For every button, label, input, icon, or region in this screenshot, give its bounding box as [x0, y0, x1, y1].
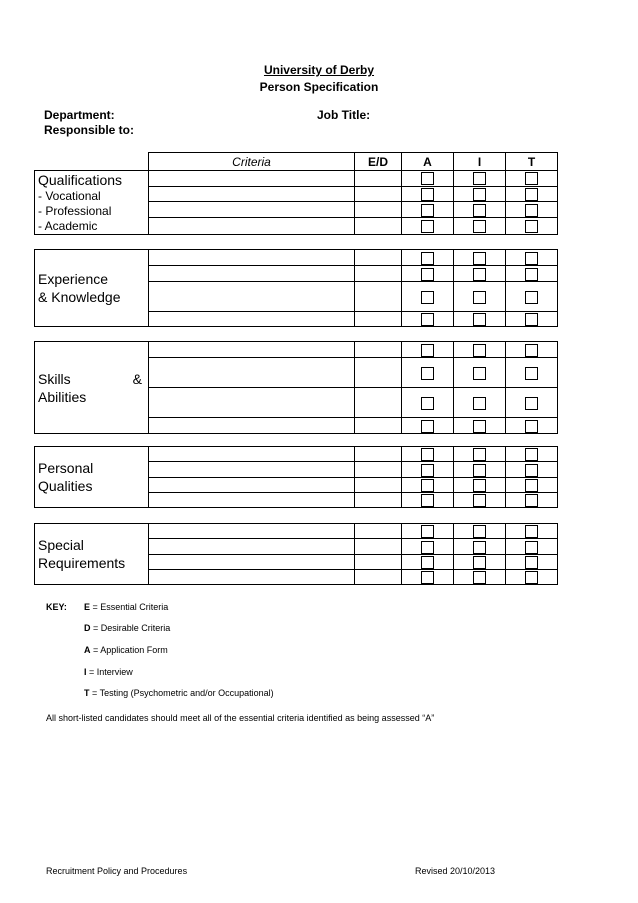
- skills-title: Skills: [38, 370, 71, 387]
- key-item-essential: E = Essential Criteria: [84, 602, 169, 612]
- t-checkbox[interactable]: [525, 268, 538, 281]
- criteria-header: Criteria: [149, 153, 355, 171]
- a-checkbox[interactable]: [421, 556, 434, 569]
- table-row: [35, 250, 558, 266]
- table-row: [35, 342, 558, 358]
- t-checkbox[interactable]: [525, 172, 538, 185]
- criteria-input[interactable]: [149, 569, 355, 584]
- table-header-row: [35, 153, 558, 171]
- special-requirements-table: [34, 523, 558, 585]
- t-header: T: [506, 153, 558, 171]
- ed-input[interactable]: [355, 312, 402, 327]
- a-checkbox[interactable]: [421, 397, 434, 410]
- ed-input[interactable]: [355, 388, 402, 418]
- ed-input[interactable]: [355, 186, 402, 202]
- criteria-input[interactable]: [149, 554, 355, 569]
- job-title-label: Job Title:: [317, 108, 371, 122]
- i-checkbox[interactable]: [473, 448, 486, 461]
- ed-input[interactable]: [355, 282, 402, 312]
- a-checkbox[interactable]: [421, 367, 434, 380]
- t-checkbox[interactable]: [525, 448, 538, 461]
- t-checkbox[interactable]: [525, 291, 538, 304]
- criteria-input[interactable]: [149, 171, 355, 187]
- criteria-input[interactable]: [149, 217, 355, 234]
- i-header: I: [454, 153, 506, 171]
- t-checkbox[interactable]: [525, 188, 538, 201]
- department-label: Department:: [44, 108, 115, 122]
- t-checkbox[interactable]: [525, 252, 538, 265]
- key-item-application: A = Application Form: [84, 645, 168, 655]
- qualities-title: Qualities: [38, 478, 93, 495]
- experience-cell: [35, 250, 149, 327]
- a-checkbox[interactable]: [421, 291, 434, 304]
- ed-input[interactable]: [355, 447, 402, 462]
- criteria-input[interactable]: [149, 462, 355, 477]
- a-checkbox[interactable]: [421, 420, 434, 433]
- a-checkbox[interactable]: [421, 220, 434, 233]
- university-title: University of Derby: [263, 63, 375, 77]
- t-checkbox[interactable]: [525, 367, 538, 380]
- i-checkbox[interactable]: [473, 172, 486, 185]
- t-checkbox[interactable]: [525, 556, 538, 569]
- criteria-input[interactable]: [149, 524, 355, 539]
- criteria-input[interactable]: [149, 539, 355, 554]
- ed-input[interactable]: [355, 342, 402, 358]
- criteria-input[interactable]: [149, 186, 355, 202]
- ed-input[interactable]: [355, 250, 402, 266]
- i-checkbox[interactable]: [473, 268, 486, 281]
- qualifications-cell: [35, 171, 149, 235]
- personal-qualities-table: [34, 446, 558, 508]
- responsible-to-label: Responsible to:: [44, 123, 135, 137]
- criteria-input[interactable]: [149, 477, 355, 492]
- i-checkbox[interactable]: [473, 252, 486, 265]
- experience-table: [34, 249, 558, 327]
- i-checkbox[interactable]: [473, 188, 486, 201]
- ed-input[interactable]: [355, 477, 402, 492]
- ed-input[interactable]: [355, 462, 402, 477]
- t-checkbox[interactable]: [525, 571, 538, 584]
- vocational-item: - Vocational: [38, 189, 101, 203]
- ed-header: E/D: [355, 153, 402, 171]
- i-checkbox[interactable]: [473, 367, 486, 380]
- criteria-input[interactable]: [149, 418, 355, 434]
- footer-right: Revised 20/10/2013: [415, 866, 496, 876]
- criteria-input[interactable]: [149, 388, 355, 418]
- a-checkbox[interactable]: [421, 344, 434, 357]
- criteria-input[interactable]: [149, 202, 355, 218]
- i-checkbox[interactable]: [473, 220, 486, 233]
- special-title: Special: [38, 537, 84, 554]
- knowledge-title: & Knowledge: [38, 289, 121, 306]
- a-header: A: [402, 153, 454, 171]
- academic-item: - Academic: [38, 219, 98, 233]
- criteria-input[interactable]: [149, 342, 355, 358]
- a-checkbox[interactable]: [421, 541, 434, 554]
- i-checkbox[interactable]: [473, 464, 486, 477]
- ed-input[interactable]: [355, 418, 402, 434]
- personal-title: Personal: [38, 460, 94, 477]
- professional-item: - Professional: [38, 204, 112, 218]
- criteria-input[interactable]: [149, 250, 355, 266]
- criteria-input[interactable]: [149, 282, 355, 312]
- a-checkbox[interactable]: [421, 494, 434, 507]
- table-row: [35, 524, 558, 539]
- key-label: KEY:: [46, 602, 67, 612]
- key-note: All short-listed candidates should meet all of the essential criteria identified as being assessed “A”: [46, 713, 435, 723]
- ed-input[interactable]: [355, 554, 402, 569]
- abilities-title: Abilities: [38, 388, 87, 405]
- ed-input[interactable]: [355, 217, 402, 234]
- t-checkbox[interactable]: [525, 479, 538, 492]
- t-checkbox[interactable]: [525, 313, 538, 326]
- ed-input[interactable]: [355, 202, 402, 218]
- key-item-testing: T = Testing (Psychometric and/or Occupational): [84, 688, 274, 698]
- a-checkbox[interactable]: [421, 479, 434, 492]
- criteria-input[interactable]: [149, 358, 355, 388]
- key-item-interview: I = Interview: [84, 667, 133, 677]
- document-title: Person Specification: [259, 80, 379, 94]
- i-checkbox[interactable]: [473, 420, 486, 433]
- personal-qualities-cell: [35, 447, 149, 508]
- special-requirements-cell: [35, 524, 149, 585]
- a-checkbox[interactable]: [421, 525, 434, 538]
- t-checkbox[interactable]: [525, 220, 538, 233]
- i-checkbox[interactable]: [473, 479, 486, 492]
- i-checkbox[interactable]: [473, 397, 486, 410]
- ed-input[interactable]: [355, 492, 402, 507]
- t-checkbox[interactable]: [525, 397, 538, 410]
- a-checkbox[interactable]: [421, 204, 434, 217]
- requirements-title: Requirements: [38, 555, 126, 572]
- i-checkbox[interactable]: [473, 525, 486, 538]
- a-checkbox[interactable]: [421, 268, 434, 281]
- a-checkbox[interactable]: [421, 464, 434, 477]
- a-checkbox[interactable]: [421, 172, 434, 185]
- table-row: [35, 171, 558, 187]
- ed-input[interactable]: [355, 171, 402, 187]
- a-checkbox[interactable]: [421, 313, 434, 326]
- ed-input[interactable]: [355, 569, 402, 584]
- t-checkbox[interactable]: [525, 344, 538, 357]
- ed-input[interactable]: [355, 358, 402, 388]
- key-item-desirable: D = Desirable Criteria: [84, 623, 171, 633]
- t-checkbox[interactable]: [525, 464, 538, 477]
- i-checkbox[interactable]: [473, 541, 486, 554]
- ed-input[interactable]: [355, 524, 402, 539]
- i-checkbox[interactable]: [473, 571, 486, 584]
- criteria-input[interactable]: [149, 266, 355, 282]
- criteria-input[interactable]: [149, 492, 355, 507]
- qualifications-table: [34, 152, 558, 235]
- t-checkbox[interactable]: [525, 494, 538, 507]
- qualifications-title: Qualifications: [38, 172, 123, 188]
- criteria-input[interactable]: [149, 312, 355, 327]
- i-checkbox[interactable]: [473, 291, 486, 304]
- footer-left: Recruitment Policy and Procedures: [46, 866, 188, 876]
- ed-input[interactable]: [355, 539, 402, 554]
- t-checkbox[interactable]: [525, 204, 538, 217]
- i-checkbox[interactable]: [473, 344, 486, 357]
- skills-ampersand: &: [132, 370, 142, 387]
- t-checkbox[interactable]: [525, 541, 538, 554]
- skills-table: [34, 341, 558, 434]
- a-checkbox[interactable]: [421, 188, 434, 201]
- i-checkbox[interactable]: [473, 494, 486, 507]
- i-checkbox[interactable]: [473, 313, 486, 326]
- i-checkbox[interactable]: [473, 556, 486, 569]
- a-checkbox[interactable]: [421, 448, 434, 461]
- experience-title: Experience: [38, 271, 109, 288]
- t-checkbox[interactable]: [525, 525, 538, 538]
- a-checkbox[interactable]: [421, 252, 434, 265]
- t-checkbox[interactable]: [525, 420, 538, 433]
- skills-cell: [35, 342, 149, 434]
- criteria-input[interactable]: [149, 447, 355, 462]
- table-row: [35, 447, 558, 462]
- i-checkbox[interactable]: [473, 204, 486, 217]
- ed-input[interactable]: [355, 266, 402, 282]
- a-checkbox[interactable]: [421, 571, 434, 584]
